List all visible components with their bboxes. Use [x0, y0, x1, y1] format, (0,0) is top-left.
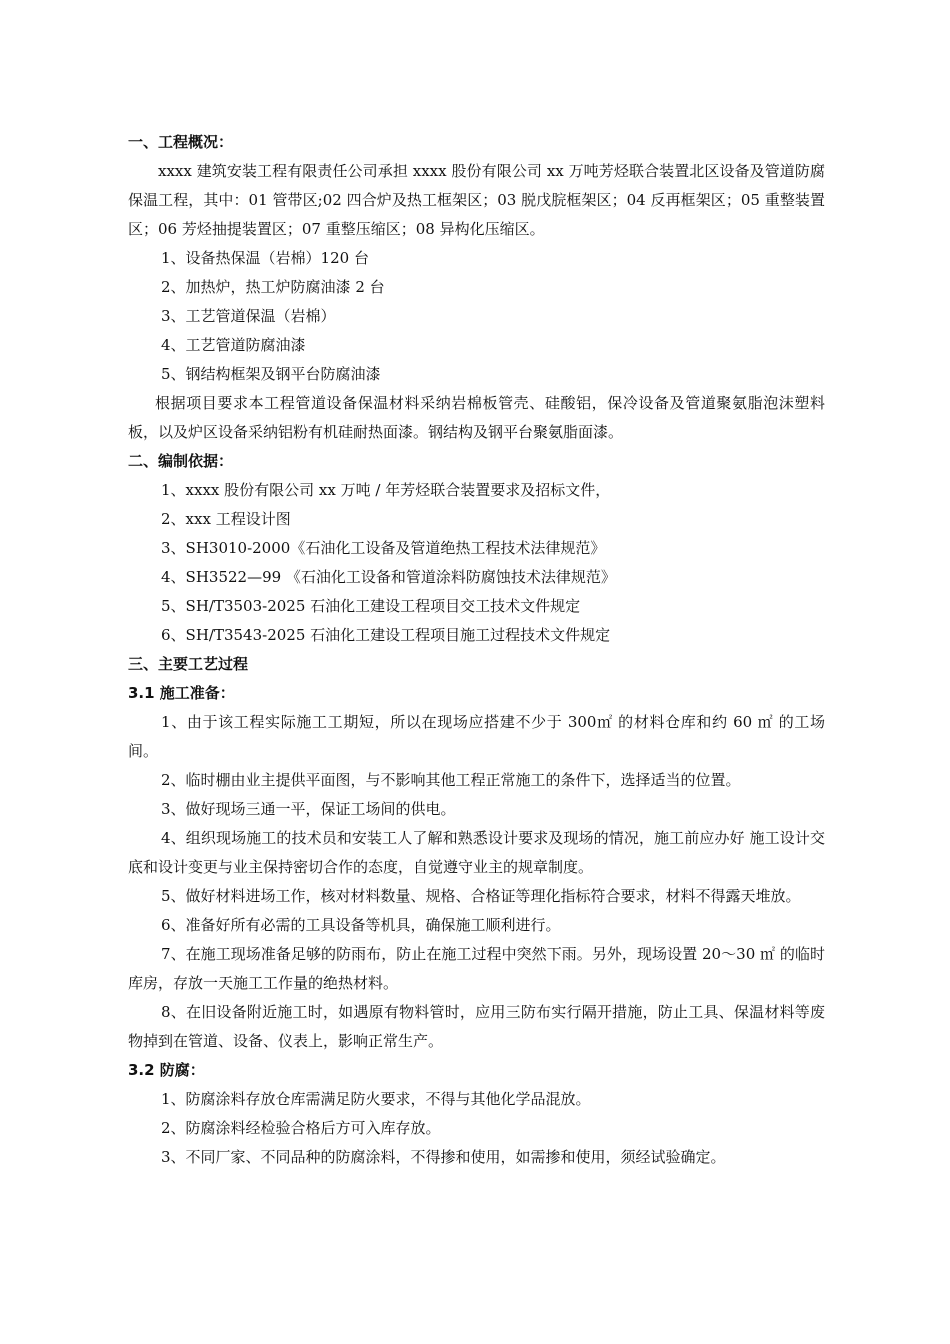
preparation-item: 1、由于该工程实际施工工期短，所以在现场应搭建不少于 300㎡ 的材料仓库和约 60 ㎡ 的工场间。 [128, 713, 825, 760]
preparation-item: 8、在旧设备附近施工时，如遇原有物料管时，应用三防布实行隔开措施，防止工具、保温材料等废物掉到在管道、设备、仪表上，影响正常生产。 [128, 1003, 825, 1050]
overview-item: 3、工艺管道保温（岩棉） [161, 307, 336, 325]
document-page [128, 128, 825, 1172]
anticorrosion-item: 1、防腐涂料存放仓库需满足防火要求，不得与其他化学品混放。 [161, 1090, 591, 1108]
preparation-item: 2、临时棚由业主提供平面图，与不影响其他工程正常施工的条件下，选择适当的位置。 [161, 771, 741, 789]
preparation-item: 7、在施工现场准备足够的防雨布，防止在施工过程中突然下雨。另外，现场设置 20～30 ㎡ 的临时库房，存放一天施工工作量的绝热材料。 [128, 945, 825, 992]
preparation-item: 5、做好材料进场工作，核对材料数量、规格、合格证等理化指标符合要求，材料不得露天堆放。 [161, 887, 801, 905]
subsection-heading-preparation: 3.1 施工准备： [128, 684, 235, 702]
section-heading-overview: 一、工程概况： [128, 133, 234, 151]
preparation-item: 4、组织现场施工的技术员和安装工人了解和熟悉设计要求及现场的情况，施工前应办好 施工设计交底和设计变更与业主保持密切合作的态度，自觉遵守业主的规章制度。 [128, 829, 825, 876]
preparation-item: 3、做好现场三通一平，保证工场间的供电。 [161, 800, 456, 818]
basis-item: 4、SH3522—99 《石油化工设备和管道涂料防腐蚀技术法律规范》 [161, 568, 616, 586]
basis-item: 2、xxx 工程设计图 [161, 510, 291, 528]
overview-intro-paragraph: xxxx 建筑安装工程有限责任公司承担 xxxx 股份有限公司 xx 万吨芳烃联合装置北区设备及管道防腐保温工程，其中：01 管带区;02 四合炉及热工框架区；03 脱戊脘框架区；04 反再框架区；05 重整装置区；06 芳烃抽提装置区；07 重整压缩区；08 异构化压缩区。 [128, 162, 825, 238]
anticorrosion-item: 3、不同厂家、不同品种的防腐涂料，不得掺和使用，如需掺和使用，须经试验确定。 [161, 1148, 726, 1166]
overview-summary-paragraph: 根据项目要求本工程管道设备保温材料采纳岩棉板管壳、硅酸铝，保冷设备及管道聚氨脂泡沫塑料板，以及炉区设备采纳铝粉有机硅耐热面漆。钢结构及钢平台聚氨脂面漆。 [128, 394, 825, 441]
section-heading-process: 三、主要工艺过程 [128, 655, 249, 673]
overview-item: 5、钢结构框架及钢平台防腐油漆 [161, 365, 381, 383]
basis-item: 1、xxxx 股份有限公司 xx 万吨 / 年芳烃联合装置要求及招标文件， [161, 481, 611, 499]
basis-item: 3、SH3010-2000《石油化工设备及管道绝热工程技术法律规范》 [161, 539, 606, 557]
preparation-item: 6、准备好所有必需的工具设备等机具，确保施工顺利进行。 [161, 916, 561, 934]
subsection-heading-anticorrosion: 3.2 防腐： [128, 1061, 205, 1079]
basis-item: 6、SH/T3543-2025 石油化工建设工程项目施工过程技术文件规定 [161, 626, 611, 644]
section-heading-basis: 二、编制依据： [128, 452, 234, 470]
overview-item: 4、工艺管道防腐油漆 [161, 336, 306, 354]
overview-item: 1、设备热保温（岩棉）120 台 [161, 249, 369, 267]
overview-item: 2、加热炉，热工炉防腐油漆 2 台 [161, 278, 385, 296]
basis-item: 5、SH/T3503-2025 石油化工建设工程项目交工技术文件规定 [161, 597, 581, 615]
anticorrosion-item: 2、防腐涂料经检验合格后方可入库存放。 [161, 1119, 441, 1137]
